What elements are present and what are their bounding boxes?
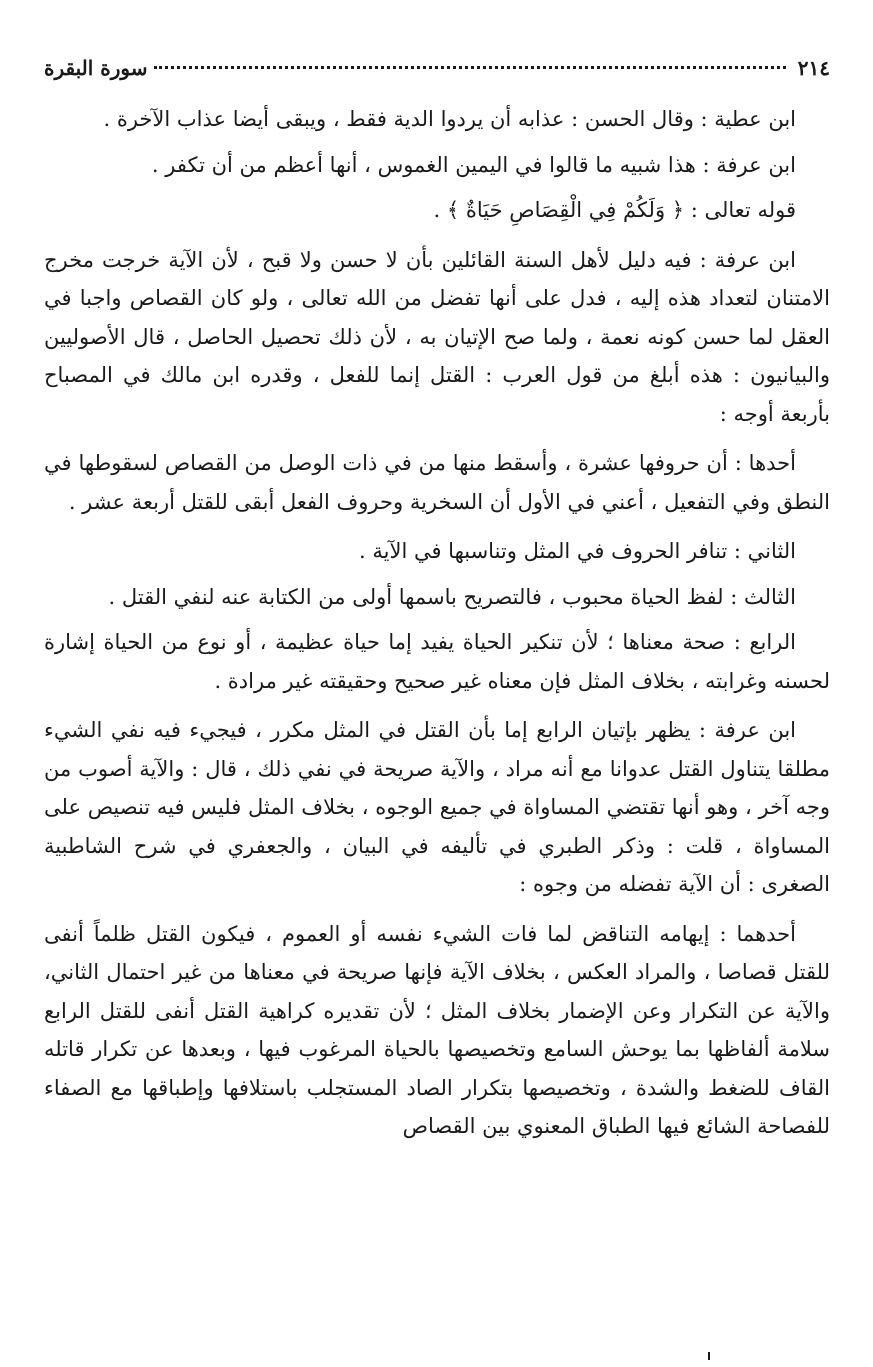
paragraph-first-of-them: أحدهما : إيهامه التناقض لما فات الشيء نفسه أو العموم ، فيكون القتل ظلماً أنفى للقتل قصاصا ، والمراد العكس ، بخلاف الآية فإنها صريحة في معناها من غير احتمال الثاني، والآية عن التكرار وعن الإضمار بخلاف المثل ؛ لأن تقديره كراهية القتل أنفى للقتل الرابع سلامة ألفاظها بما يوحش السامع وتخصيصها بالحياة المرغوب فيها ، وبعدها عن تكرار قاتله القاف للضغط والشدة ، وتخصيصها بتكرار الصاد المستجلب باستلافها وإطباقها مع الصفاء للفصاحة الشائع فيها الطباق المعنوي بين القصاص — [44, 921, 830, 1138]
paragraph-fourth-aspect: الرابع : صحة معناها ؛ لأن تنكير الحياة يفيد إما حياة عظيمة ، أو نوع من الحياة إشارة لحسنه وغرابته ، بخلاف المثل فإن معناه غير صحيح وحقيقته غير مرادة . — [44, 630, 830, 693]
paragraph-ibn-arafa-evidence: ابن عرفة : فيه دليل لأهل السنة القائلين بأن لا حسن ولا قبح ، لأن الآية خرجت مخرج الامتنان لتعداد هذه إليه ، فدل على أنها تفضل من الله تعالى ، ولو كان القصاص واجبا في العقل لما حسن كونه نعمة ، ولما صح الإتيان به ، لأن ذلك تحصيل الحاصل ، قال الأصوليين والبيانيون : هذه أبلغ من قول العرب : القتل إنما للفعل ، وقدره ابن مالك في المصباح بأربعة أوجه : — [44, 247, 830, 426]
running-title: سورة البقرة — [44, 56, 148, 80]
page-header — [44, 56, 830, 96]
paragraph-ibn-arafa-fourth: ابن عرفة : يظهر بإتيان الرابع إما بأن القتل في المثل مكرر ، فيجيء فيه نفي الشيء مطلقا يتناول القتل عدوانا مع أنه مراد ، والآية صريحة في نفي ذلك ، قال : والآية أصوب من وجه آخر ، وهو أنها تقتضي المساواة في جميع الوجوه ، بخلاف المثل فليس فيه تنصيص على المساواة ، قلت : وذكر الطبري في تأليفه في البيان ، والجعفري في شرح الشاطبية الصغرى : أن الآية تفضله من وجوه : — [44, 718, 830, 896]
paragraph-first-aspect: أحدها : أن حروفها عشرة ، وأسقط منها من في ذات الوصل من القصاص لسقوطها في النطق وفي التفعيل ، أعني في الأول أن السخرية وحروف الفعل أبقى للقتل أربعة عشر . — [44, 451, 830, 514]
page-number: ٢١٤ — [797, 56, 830, 80]
page-body — [44, 100, 830, 1146]
dotted-leader — [154, 66, 786, 69]
paragraph-second-aspect: الثاني : تنافر الحروف في المثل وتناسبها في الآية . — [359, 539, 796, 563]
book-page — [44, 56, 830, 1146]
paragraph-third-aspect: الثالث : لفظ الحياة محبوب ، فالتصريح باسمها أولى من الكتابة عنه لنفي القتل . — [108, 584, 796, 609]
scan-mark — [708, 1352, 710, 1360]
paragraph-ibn-atiyya: ابن عطية : وقال الحسن : عذابه أن يردوا الدية فقط ، ويبقى أيضا عذاب الآخرة . — [103, 107, 796, 131]
paragraph-ibn-arafa-oath: ابن عرفة : هذا شبيه ما قالوا في اليمين الغموس ، أنها أعظم من أن تكفر . — [151, 152, 796, 177]
paragraph-quran-verse: قوله تعالى : ﴿ وَلَكُمْ فِي الْقِصَاصِ حَيَاةٌ ﴾ . — [433, 198, 796, 222]
